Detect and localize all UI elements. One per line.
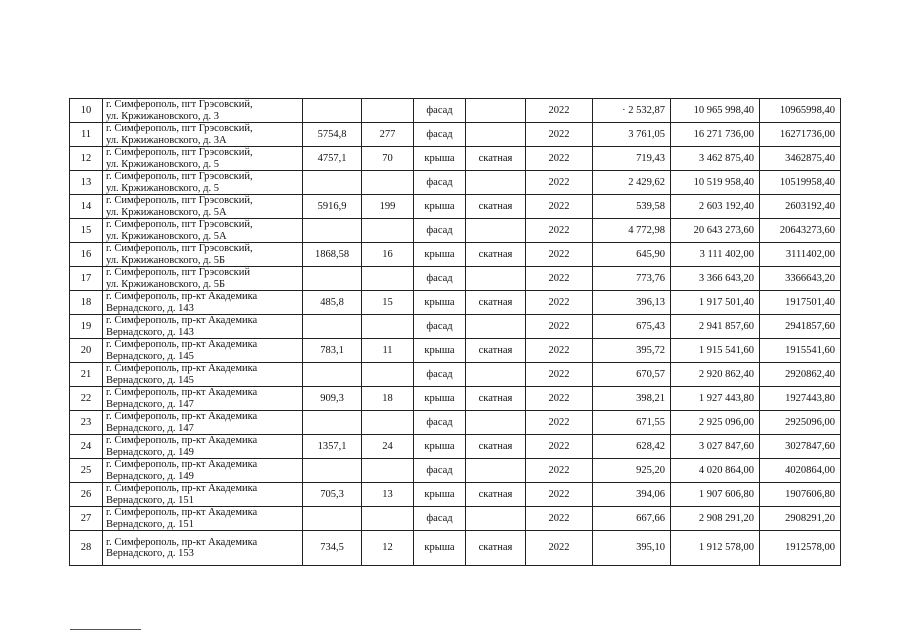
total-cost-cell: 1915541,60	[760, 339, 841, 363]
address-cell	[103, 99, 303, 123]
address-line: Вернадского, д. 145	[106, 374, 194, 386]
table-row	[70, 363, 841, 387]
work-type-cell: крыша	[414, 195, 466, 219]
address-line: г. Симферополь, пр-кт Академика	[106, 536, 258, 548]
count-cell	[362, 219, 414, 243]
total-cost-cell: 16271736,00	[760, 123, 841, 147]
table-row	[70, 171, 841, 195]
total-cost-cell: 20643273,60	[760, 219, 841, 243]
area-cell	[303, 459, 362, 483]
table-row	[70, 387, 841, 411]
count-cell: 11	[362, 339, 414, 363]
roof-type-cell	[466, 123, 526, 147]
area-cell	[303, 171, 362, 195]
roof-type-cell: скатная	[466, 339, 526, 363]
count-cell: 24	[362, 435, 414, 459]
address-cell	[103, 291, 303, 315]
cost-cell: 16 271 736,00	[671, 123, 760, 147]
address-line: г. Симферополь, пр-кт Академика	[106, 315, 258, 326]
area-cell: 909,3	[303, 387, 362, 411]
row-number: 22	[70, 387, 103, 411]
table-row	[70, 435, 841, 459]
roof-type-cell: скатная	[466, 387, 526, 411]
area-cell: 1868,58	[303, 243, 362, 267]
area-cell	[303, 267, 362, 291]
work-type-cell: фасад	[414, 315, 466, 339]
work-type-cell: фасад	[414, 267, 466, 291]
cost-cell: 2 941 857,60	[671, 315, 760, 339]
address-line: Вернадского, д. 147	[106, 398, 194, 410]
unit-cost-cell: 773,76	[593, 267, 671, 291]
count-cell	[362, 171, 414, 195]
unit-cost-cell: 394,06	[593, 483, 671, 507]
address-line: ул. Кржижановского, д. 5Б	[106, 254, 225, 266]
area-cell	[303, 507, 362, 531]
table-row	[70, 219, 841, 243]
address-line: г. Симферополь, пр-кт Академика	[106, 411, 258, 422]
table-row	[70, 411, 841, 435]
roof-type-cell: скатная	[466, 291, 526, 315]
year-cell: 2022	[526, 387, 593, 411]
address-line: Вернадского, д. 151	[106, 518, 194, 530]
table-row	[70, 507, 841, 531]
cost-cell: 1 917 501,40	[671, 291, 760, 315]
year-cell: 2022	[526, 483, 593, 507]
address-line: г. Симферополь, пр-кт Академика	[106, 387, 258, 398]
total-cost-cell: 3027847,60	[760, 435, 841, 459]
count-cell	[362, 99, 414, 123]
row-number: 19	[70, 315, 103, 339]
roof-type-cell: скатная	[466, 435, 526, 459]
year-cell: 2022	[526, 507, 593, 531]
table-row	[70, 483, 841, 507]
address-line: г. Симферополь, пр-кт Академика	[106, 363, 258, 374]
total-cost-cell: 2908291,20	[760, 507, 841, 531]
unit-cost-cell: · 2 532,87	[593, 99, 671, 123]
address-line: г. Симферополь, пр-кт Академика	[106, 291, 258, 302]
cost-cell: 20 643 273,60	[671, 219, 760, 243]
count-cell	[362, 363, 414, 387]
area-cell	[303, 363, 362, 387]
row-number: 25	[70, 459, 103, 483]
unit-cost-cell: 539,58	[593, 195, 671, 219]
row-number: 20	[70, 339, 103, 363]
row-number: 24	[70, 435, 103, 459]
cost-cell: 2 603 192,40	[671, 195, 760, 219]
roof-type-cell	[466, 315, 526, 339]
cost-cell: 2 920 862,40	[671, 363, 760, 387]
address-line: ул. Кржижановского, д. 5А	[106, 206, 227, 218]
area-cell: 1357,1	[303, 435, 362, 459]
roof-type-cell: скатная	[466, 243, 526, 267]
roof-type-cell	[466, 171, 526, 195]
year-cell: 2022	[526, 339, 593, 363]
total-cost-cell: 1917501,40	[760, 291, 841, 315]
row-number: 18	[70, 291, 103, 315]
address-line: Вернадского, д. 145	[106, 350, 194, 362]
row-number: 13	[70, 171, 103, 195]
address-line: Вернадского, д. 153	[106, 548, 194, 559]
year-cell: 2022	[526, 99, 593, 123]
count-cell	[362, 459, 414, 483]
unit-cost-cell: 398,21	[593, 387, 671, 411]
unit-cost-cell: 396,13	[593, 291, 671, 315]
work-type-cell: фасад	[414, 507, 466, 531]
unit-cost-cell: 671,55	[593, 411, 671, 435]
address-cell	[103, 219, 303, 243]
table-row	[70, 243, 841, 267]
table-row	[70, 531, 841, 566]
cost-cell: 3 111 402,00	[671, 243, 760, 267]
address-cell	[103, 267, 303, 291]
count-cell: 18	[362, 387, 414, 411]
row-number: 28	[70, 531, 103, 566]
table-row	[70, 459, 841, 483]
area-cell: 5916,9	[303, 195, 362, 219]
work-type-cell: фасад	[414, 363, 466, 387]
count-cell	[362, 267, 414, 291]
count-cell: 199	[362, 195, 414, 219]
area-cell	[303, 411, 362, 435]
year-cell: 2022	[526, 147, 593, 171]
unit-cost-cell: 667,66	[593, 507, 671, 531]
count-cell	[362, 315, 414, 339]
count-cell: 277	[362, 123, 414, 147]
address-line: г. Симферополь, пр-кт Академика	[106, 483, 258, 494]
area-cell: 783,1	[303, 339, 362, 363]
table-body	[70, 99, 841, 566]
work-type-cell: крыша	[414, 531, 466, 566]
year-cell: 2022	[526, 123, 593, 147]
unit-cost-cell: 719,43	[593, 147, 671, 171]
row-number: 17	[70, 267, 103, 291]
total-cost-cell: 2925096,00	[760, 411, 841, 435]
count-cell: 12	[362, 531, 414, 566]
address-line: г. Симферополь, пр-кт Академика	[106, 339, 258, 350]
total-cost-cell: 1912578,00	[760, 531, 841, 566]
roof-type-cell	[466, 219, 526, 243]
row-number: 26	[70, 483, 103, 507]
address-line: Вернадского, д. 147	[106, 422, 194, 434]
count-cell: 15	[362, 291, 414, 315]
year-cell: 2022	[526, 459, 593, 483]
address-line: г. Симферополь, пгт Грэсовский,	[106, 123, 253, 134]
address-cell	[103, 459, 303, 483]
total-cost-cell: 2603192,40	[760, 195, 841, 219]
address-line: г. Симферополь, пр-кт Академика	[106, 459, 258, 470]
row-number: 21	[70, 363, 103, 387]
work-type-cell: крыша	[414, 483, 466, 507]
area-cell: 705,3	[303, 483, 362, 507]
address-cell	[103, 435, 303, 459]
address-cell	[103, 531, 303, 566]
footnote-rule	[70, 629, 141, 630]
cost-cell: 2 908 291,20	[671, 507, 760, 531]
year-cell: 2022	[526, 363, 593, 387]
cost-cell: 3 366 643,20	[671, 267, 760, 291]
total-cost-cell: 2941857,60	[760, 315, 841, 339]
row-number: 12	[70, 147, 103, 171]
address-line: Вернадского, д. 143	[106, 302, 194, 314]
work-type-cell: фасад	[414, 219, 466, 243]
count-cell	[362, 507, 414, 531]
row-number: 11	[70, 123, 103, 147]
address-line: г. Симферополь, пр-кт Академика	[106, 507, 258, 518]
year-cell: 2022	[526, 315, 593, 339]
count-cell: 16	[362, 243, 414, 267]
address-line: г. Симферополь, пгт Грэсовский,	[106, 219, 253, 230]
count-cell	[362, 411, 414, 435]
table-row	[70, 99, 841, 123]
unit-cost-cell: 670,57	[593, 363, 671, 387]
address-line: г. Симферополь, пгт Грэсовский	[106, 267, 250, 278]
address-line: ул. Кржижановского, д. 5Б	[106, 278, 225, 290]
unit-cost-cell: 4 772,98	[593, 219, 671, 243]
work-type-cell: крыша	[414, 435, 466, 459]
area-cell	[303, 219, 362, 243]
work-type-cell: фасад	[414, 459, 466, 483]
total-cost-cell: 1907606,80	[760, 483, 841, 507]
table-row	[70, 195, 841, 219]
work-type-cell: крыша	[414, 339, 466, 363]
work-type-cell: крыша	[414, 291, 466, 315]
roof-type-cell: скатная	[466, 195, 526, 219]
address-line: ул. Кржижановского, д. 5А	[106, 230, 227, 242]
year-cell: 2022	[526, 291, 593, 315]
unit-cost-cell: 675,43	[593, 315, 671, 339]
total-cost-cell: 3462875,40	[760, 147, 841, 171]
address-cell	[103, 507, 303, 531]
row-number: 14	[70, 195, 103, 219]
unit-cost-cell: 2 429,62	[593, 171, 671, 195]
work-type-cell: фасад	[414, 411, 466, 435]
table-row	[70, 339, 841, 363]
address-cell	[103, 339, 303, 363]
address-line: г. Симферополь, пгт Грэсовский,	[106, 243, 253, 254]
count-cell: 13	[362, 483, 414, 507]
address-cell	[103, 483, 303, 507]
cost-cell: 3 462 875,40	[671, 147, 760, 171]
roof-type-cell	[466, 507, 526, 531]
total-cost-cell: 4020864,00	[760, 459, 841, 483]
total-cost-cell: 1927443,80	[760, 387, 841, 411]
work-type-cell: фасад	[414, 123, 466, 147]
roof-type-cell: скатная	[466, 483, 526, 507]
address-line: г. Симферополь, пгт Грэсовский,	[106, 195, 253, 206]
work-type-cell: крыша	[414, 147, 466, 171]
roof-type-cell: скатная	[466, 531, 526, 566]
row-number: 23	[70, 411, 103, 435]
table-row	[70, 123, 841, 147]
cost-cell: 1 912 578,00	[671, 531, 760, 566]
table-row	[70, 315, 841, 339]
unit-cost-cell: 395,10	[593, 531, 671, 566]
address-line: Вернадского, д. 149	[106, 446, 194, 458]
roof-type-cell	[466, 459, 526, 483]
address-line: ул. Кржижановского, д. 5	[106, 158, 219, 170]
address-line: г. Симферополь, пгт Грэсовский,	[106, 147, 253, 158]
total-cost-cell: 3366643,20	[760, 267, 841, 291]
address-cell	[103, 147, 303, 171]
year-cell: 2022	[526, 411, 593, 435]
address-cell	[103, 195, 303, 219]
count-cell: 70	[362, 147, 414, 171]
roof-type-cell	[466, 99, 526, 123]
work-type-cell: крыша	[414, 387, 466, 411]
cost-cell: 1 915 541,60	[671, 339, 760, 363]
total-cost-cell: 2920862,40	[760, 363, 841, 387]
address-line: ул. Кржижановского, д. 3	[106, 110, 219, 122]
unit-cost-cell: 645,90	[593, 243, 671, 267]
cost-cell: 3 027 847,60	[671, 435, 760, 459]
repair-schedule-table	[69, 98, 841, 566]
address-cell	[103, 411, 303, 435]
table-row	[70, 267, 841, 291]
unit-cost-cell: 395,72	[593, 339, 671, 363]
work-type-cell: фасад	[414, 171, 466, 195]
cost-cell: 10 965 998,40	[671, 99, 760, 123]
year-cell: 2022	[526, 195, 593, 219]
address-line: Вернадского, д. 143	[106, 326, 194, 338]
address-line: ул. Кржижановского, д. 5	[106, 182, 219, 194]
address-line: Вернадского, д. 151	[106, 494, 194, 506]
table-row	[70, 291, 841, 315]
total-cost-cell: 10965998,40	[760, 99, 841, 123]
address-line: ул. Кржижановского, д. 3А	[106, 134, 227, 146]
unit-cost-cell: 3 761,05	[593, 123, 671, 147]
row-number: 16	[70, 243, 103, 267]
year-cell: 2022	[526, 267, 593, 291]
address-cell	[103, 243, 303, 267]
address-line: Вернадского, д. 149	[106, 470, 194, 482]
cost-cell: 10 519 958,40	[671, 171, 760, 195]
unit-cost-cell: 925,20	[593, 459, 671, 483]
area-cell: 734,5	[303, 531, 362, 566]
year-cell: 2022	[526, 435, 593, 459]
address-cell	[103, 387, 303, 411]
cost-cell: 4 020 864,00	[671, 459, 760, 483]
address-line: г. Симферополь, пр-кт Академика	[106, 435, 258, 446]
cost-cell: 1 907 606,80	[671, 483, 760, 507]
roof-type-cell: скатная	[466, 147, 526, 171]
table-row	[70, 147, 841, 171]
cost-cell: 1 927 443,80	[671, 387, 760, 411]
work-type-cell: крыша	[414, 243, 466, 267]
address-cell	[103, 123, 303, 147]
year-cell: 2022	[526, 531, 593, 566]
year-cell: 2022	[526, 171, 593, 195]
row-number: 27	[70, 507, 103, 531]
total-cost-cell: 10519958,40	[760, 171, 841, 195]
cost-cell: 2 925 096,00	[671, 411, 760, 435]
address-line: г. Симферополь, пгт Грэсовский,	[106, 171, 253, 182]
address-line: г. Симферополь, пгт Грэсовский,	[106, 99, 253, 110]
area-cell	[303, 315, 362, 339]
roof-type-cell	[466, 363, 526, 387]
area-cell: 485,8	[303, 291, 362, 315]
roof-type-cell	[466, 267, 526, 291]
area-cell: 4757,1	[303, 147, 362, 171]
year-cell: 2022	[526, 219, 593, 243]
address-cell	[103, 315, 303, 339]
row-number: 10	[70, 99, 103, 123]
address-cell	[103, 171, 303, 195]
roof-type-cell	[466, 411, 526, 435]
address-cell	[103, 363, 303, 387]
row-number: 15	[70, 219, 103, 243]
area-cell: 5754,8	[303, 123, 362, 147]
area-cell	[303, 99, 362, 123]
unit-cost-cell: 628,42	[593, 435, 671, 459]
work-type-cell: фасад	[414, 99, 466, 123]
total-cost-cell: 3111402,00	[760, 243, 841, 267]
year-cell: 2022	[526, 243, 593, 267]
